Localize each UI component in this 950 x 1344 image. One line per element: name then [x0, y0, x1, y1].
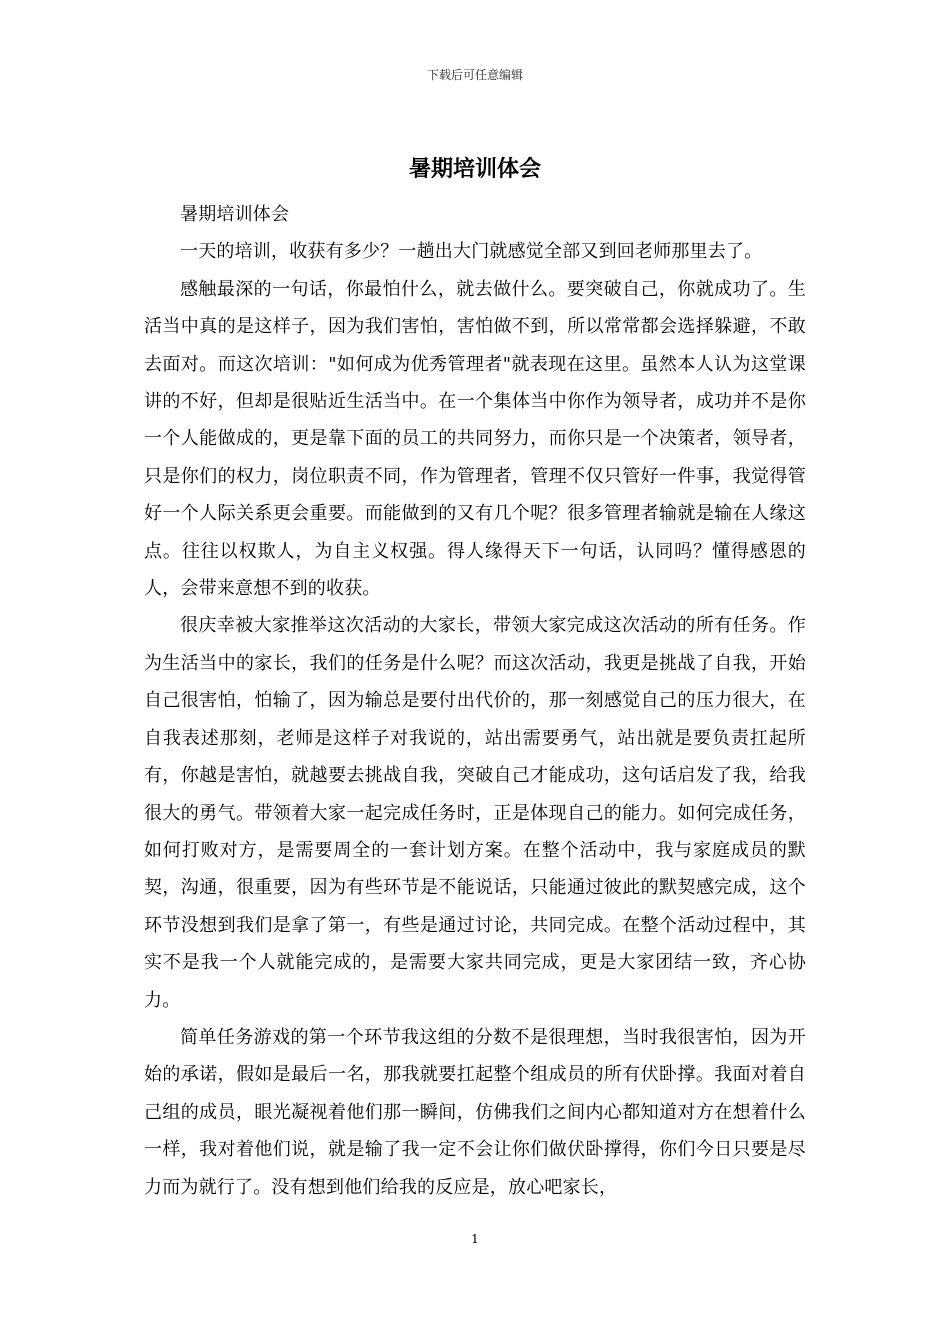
paragraph-4: 简单任务游戏的第一个环节我这组的分数不是很理想，当时我很害怕，因为开始的承诺，假如是最后一名，那我就要扛起整个组成员的所有伏卧撑。我面对着自己组的成员，眼光凝视着他们那一瞬间，仿佛我们之间内心都知道对方在想着什么一样，我对着他们说，就是输了我一定不会让你们做伏卧撑得，你们今日只要是尽力而为就行了。没有想到他们给我的反应是，放心吧家长，: [144, 1026, 806, 1198]
page-header: 下载后可任意编辑: [426, 68, 523, 82]
paragraph-subtitle: 暑期培训体会: [180, 204, 290, 225]
paragraph-2: 感触最深的一句话，你最怕什么，就去做什么。要突破自己，你就成功了。生活当中真的是这样子，因为我们害怕，害怕做不到，所以常常都会选择躲避，不敢去面对。而这次培训："如何成为优秀管理者"就表现在这里。虽然本人认为这堂课讲的不好，但却是很贴近生活当中。在一个集体当中你作为领导者，成功并不是你一个人能做成的，更是靠下面的员工的共同努力，而你只是一个决策者，领导者，只是你们的权力，岗位职责不同，作为管理者，管理不仅只管好一件事，我觉得管好一个人际关系更会重要。而能做到的又有几个呢？很多管理者输就是输在人缘这点。往往以权欺人，为自主义权强。得人缘得天下一句话，认同吗？懂得感恩的人，会带来意想不到的收获。: [144, 278, 806, 600]
paragraph-3: 很庆幸被大家推举这次活动的大家长，带领大家完成这次活动的所有任务。作为生活当中的家长，我们的任务是什么呢？而这次活动，我更是挑战了自我，开始自己很害怕，怕输了，因为输总是要付出代价的，那一刻感觉自己的压力很大，在自我表述那刻，老师是这样子对我说的，站出需要勇气，站出就是要负责扛起所有，你越是害怕，就越要去挑战自我，突破自己才能成功，这句话启发了我，给我很大的勇气。带领着大家一起完成任务时，正是体现自己的能力。如何完成任务，如何打败对方，是需要周全的一套计划方案。在整个活动中，我与家庭成员的默契，沟通，很重要，因为有些环节是不能说话，只能通过彼此的默契感完成，这个环节没想到我们是拿了第一，有些是通过讨论，共同完成。在整个活动过程中，其实不是我一个人就能完成的，是需要大家共同完成，更是大家团结一致，齐心协力。: [144, 615, 806, 1011]
document-body: [144, 196, 806, 1206]
document-title: 暑期培训体会: [408, 156, 541, 182]
page-number: 1: [471, 1232, 479, 1246]
paragraph-1: 一天的培训，收获有多少？一趟出大门就感觉全部又到回老师那里去了。: [180, 241, 763, 263]
